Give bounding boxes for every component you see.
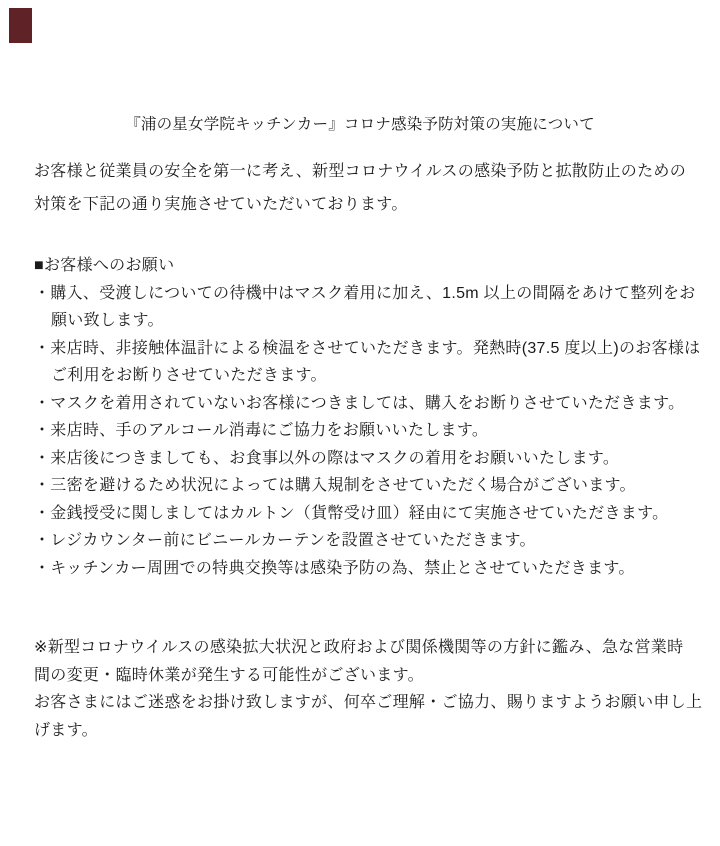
list-item xyxy=(34,500,700,528)
notice-paragraph xyxy=(34,634,702,744)
list-item-line: ・キッチンカー周囲での特典交換等は感染予防の為、禁止とさせていただきます。 xyxy=(34,559,635,577)
list-item xyxy=(34,445,700,473)
intro-paragraph xyxy=(34,156,686,221)
list-item xyxy=(34,472,700,500)
document-title: 『浦の星女学院キッチンカー』コロナ感染予防対策の実施について xyxy=(125,116,595,133)
corner-red-mark xyxy=(9,8,32,43)
notice-line: ※新型コロナウイルスの感染拡大状況と政府および関係機関等の方針に鑑み、急な営業時 xyxy=(34,639,684,656)
section-heading: ■お客様へのお願い xyxy=(34,257,175,274)
list-item-line: ・マスクを着用されていないお客様につきましては、購入をお断りさせていただきます。 xyxy=(34,394,685,412)
list-item xyxy=(34,280,700,335)
list-item xyxy=(34,527,700,555)
list-item-line: ・レジカウンター前にビニールカーテンを設置させていただきます。 xyxy=(34,532,536,549)
list-item xyxy=(34,555,700,583)
notice-line: げます。 xyxy=(34,721,98,739)
list-item-line: ・三密を避けるため状況によっては購入規制をさせていただく場合がございます。 xyxy=(34,477,636,494)
list-item xyxy=(34,417,700,445)
list-item xyxy=(34,390,700,418)
customer-request-section xyxy=(34,252,700,582)
intro-line: 対策を下記の通り実施させていただいております。 xyxy=(34,195,408,213)
list-item-line: ・来店時、手のアルコール消毒にご協力をお願いいたします。 xyxy=(34,422,489,439)
list-item-line: ・来店後につきましても、お食事以外の際はマスクの着用をお願いいたします。 xyxy=(34,449,620,467)
list-item-line-continuation: ご利用をお断りさせていただきます。 xyxy=(51,367,327,384)
list-item-line: ・金銭授受に関しましてはカルトン（貨幣受け皿）経由にて実施させていただきます。 xyxy=(34,504,669,522)
notice-line: 間の変更・臨時休業が発生する可能性がございます。 xyxy=(34,666,424,684)
list-item-line: ・購入、受渡しについての待機中はマスク着用に加え、1.5m 以上の間隔をあけて整列をお xyxy=(34,284,696,302)
list-item-line: ・来店時、非接触体温計による検温をさせていただきます。発熱時(37.5 度以上)のお客様は xyxy=(34,339,701,357)
intro-line: お客様と従業員の安全を第一に考え、新型コロナウイルスの感染予防と拡散防止のための xyxy=(34,163,687,180)
list-item-line-continuation: 願い致します。 xyxy=(51,312,164,329)
notice-line: お客さまにはご迷惑をお掛け致しますが、何卒ご理解・ご協力、賜りますようお願い申し上 xyxy=(34,694,703,711)
list-item xyxy=(34,335,700,390)
